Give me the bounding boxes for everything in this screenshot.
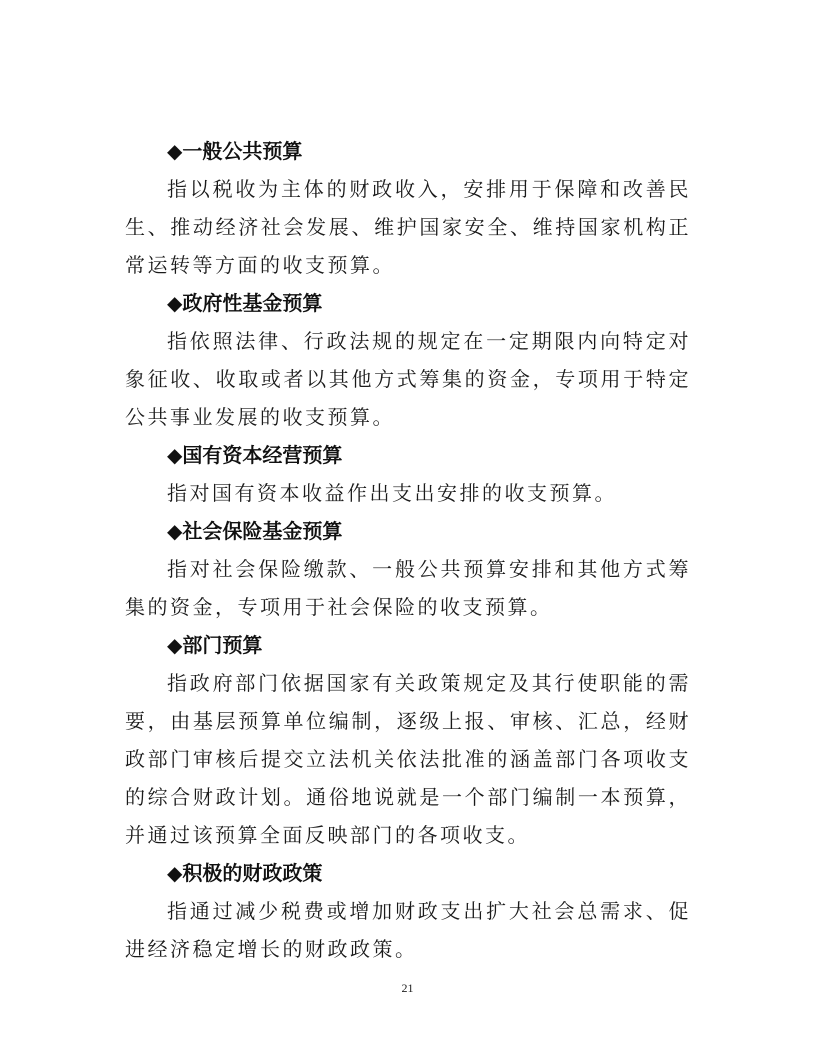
section-body: 指对国有资本收益作出支出安排的收支预算。	[167, 481, 617, 505]
section-heading: ◆一般公共预算	[167, 139, 303, 163]
section-government-fund-budget	[125, 284, 691, 436]
section-body: 指政府部门依据国家有关政策规定及其行使职能的需要，由基层预算单位编制，逐级上报、审核、汇总，经财政部门审核后提交立法机关依法批准的涵盖部门各项收支的综合财政计划。通俗地说就是一个部门编制一本预算，并通过该预算全面反映部门的各项收支。	[125, 671, 691, 847]
section-body: 指依照法律、行政法规的规定在一定期限内向特定对象征收、收取或者以其他方式筹集的资金，专项用于特定公共事业发展的收支预算。	[125, 329, 691, 429]
section-department-budget	[125, 626, 691, 854]
section-general-public-budget	[125, 132, 691, 284]
section-heading: ◆社会保险基金预算	[167, 519, 343, 543]
page-number: 21	[401, 981, 414, 995]
section-proactive-fiscal-policy	[125, 854, 691, 968]
section-heading: ◆政府性基金预算	[167, 291, 323, 315]
section-body: 指对社会保险缴款、一般公共预算安排和其他方式筹集的资金，专项用于社会保险的收支预算。	[125, 557, 691, 619]
section-heading: ◆积极的财政政策	[167, 861, 323, 885]
section-heading: ◆国有资本经营预算	[167, 443, 343, 467]
section-body: 指通过减少税费或增加财政支出扩大社会总需求、促进经济稳定增长的财政政策。	[125, 899, 691, 961]
sections	[125, 132, 691, 968]
section-social-insurance-budget	[125, 512, 691, 626]
section-heading: ◆部门预算	[167, 633, 263, 657]
section-state-capital-budget	[125, 436, 691, 512]
section-body: 指以税收为主体的财政收入，安排用于保障和改善民生、推动经济社会发展、维护国家安全、维持国家机构正常运转等方面的收支预算。	[125, 177, 691, 277]
